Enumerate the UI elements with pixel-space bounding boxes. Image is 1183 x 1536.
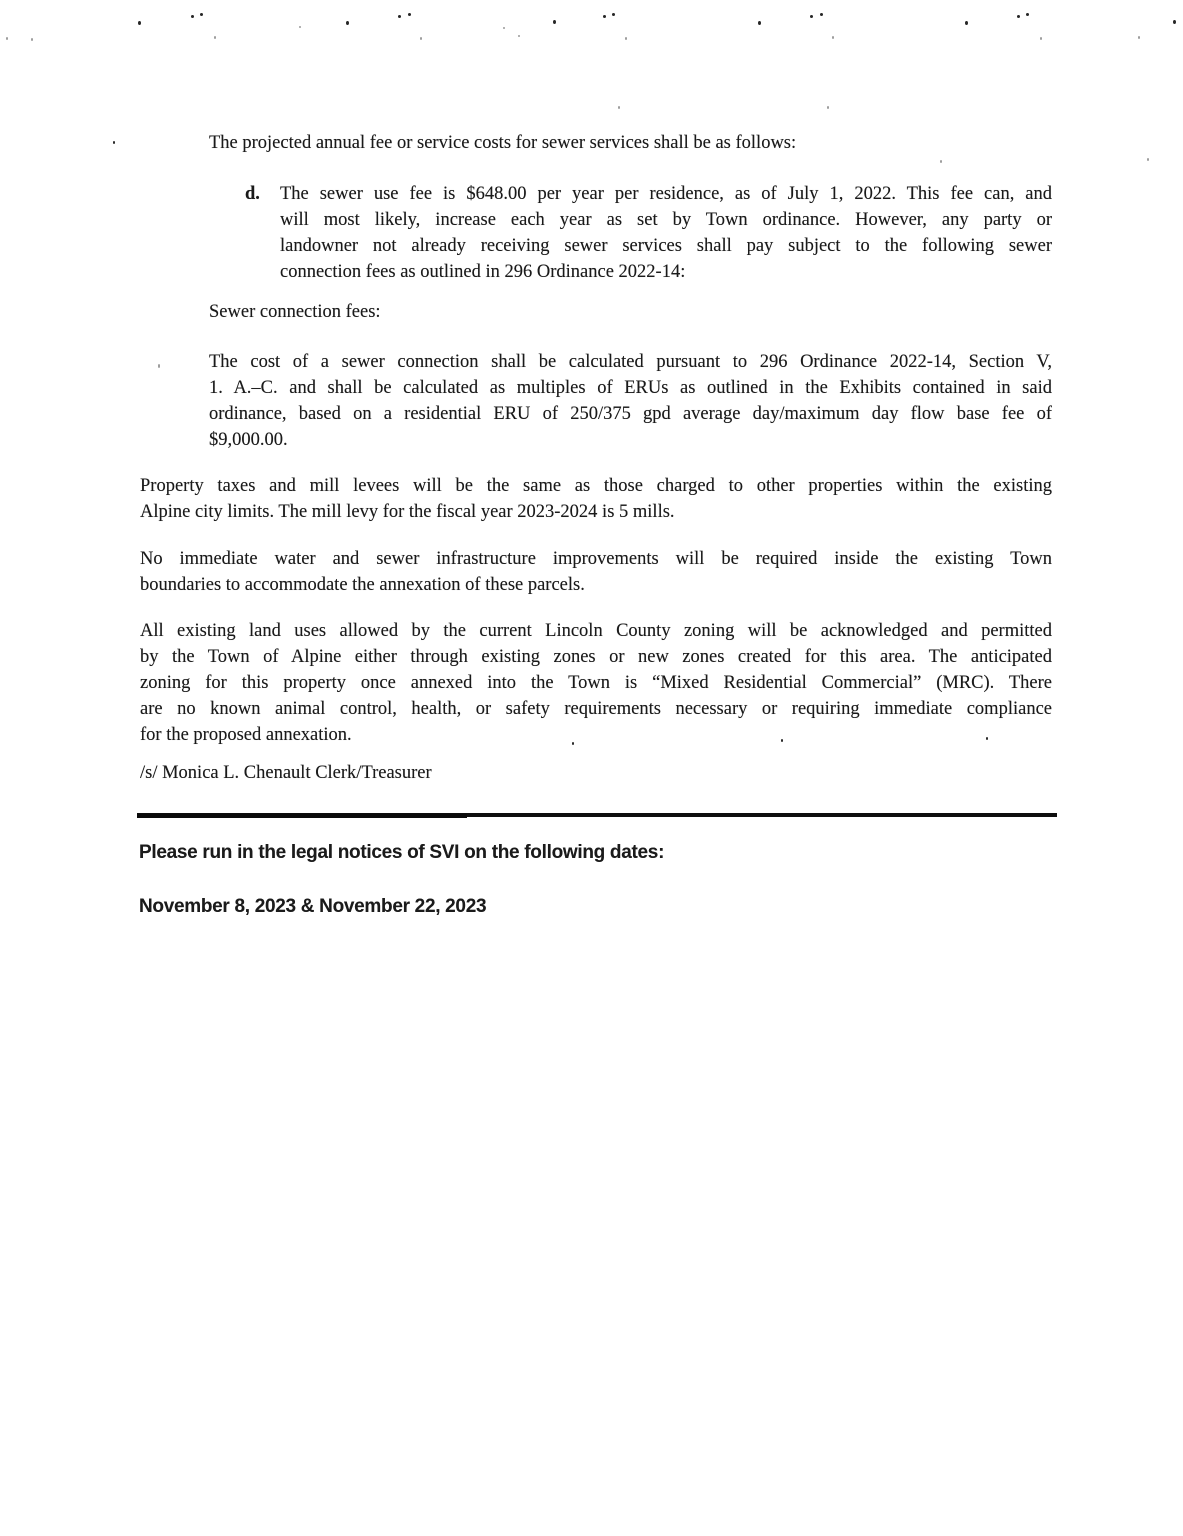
list-item-d-line: connection fees as outlined in 296 Ordinance 2022-14: xyxy=(280,262,686,282)
scan-speckle xyxy=(408,13,411,16)
scan-speckle xyxy=(603,15,606,18)
scan-speckle xyxy=(138,21,141,25)
scan-speckle xyxy=(299,26,301,28)
scan-speckle xyxy=(758,21,761,25)
scan-speckle xyxy=(518,35,520,37)
signature-line: /s/ Monica L. Chenault Clerk/Treasurer xyxy=(140,763,432,783)
run-instruction: Please run in the legal notices of SVI on the following dates: xyxy=(139,842,665,863)
intro-line: The projected annual fee or service costs for sewer services shall be as follows: xyxy=(209,133,797,153)
scan-speckle xyxy=(612,13,615,16)
scan-speckle xyxy=(940,160,942,163)
scan-speckle xyxy=(420,37,422,40)
sewer-cost-paragraph xyxy=(209,349,1052,453)
scan-speckle xyxy=(158,364,160,368)
sewer-cost-line: $9,000.00. xyxy=(209,430,288,450)
improvements-line: boundaries to accommodate the annexation of these parcels. xyxy=(140,575,585,595)
scan-speckle xyxy=(1173,20,1176,24)
land-uses-line: All existing land uses allowed by the current Lincoln County zoning will be acknowledged and permitted xyxy=(140,621,1052,641)
scan-speckle xyxy=(503,27,505,29)
scan-speckle xyxy=(191,15,194,18)
list-item-d xyxy=(245,181,1052,285)
property-taxes-line: Alpine city limits. The mill levy for the fiscal year 2023-2024 is 5 mills. xyxy=(140,502,675,522)
scan-speckle xyxy=(398,15,401,18)
scan-speckle xyxy=(618,106,620,109)
list-item-d-line: The sewer use fee is $648.00 per year per residence, as of July 1, 2022. This fee can, and xyxy=(280,184,1052,204)
list-item-d-marker: d. xyxy=(245,184,260,204)
property-taxes-paragraph xyxy=(140,473,1052,525)
divider-rule-segment xyxy=(137,814,467,818)
improvements-paragraph xyxy=(140,546,1052,598)
scan-speckle xyxy=(820,13,823,16)
scan-speckle xyxy=(553,20,556,24)
sewer-cost-line: ordinance, based on a residential ERU of 250/375 gpd average day/maximum day flow base fee of xyxy=(209,404,1052,424)
scan-speckle xyxy=(965,21,968,25)
list-item-d-text xyxy=(280,181,1052,285)
scan-speckle xyxy=(625,37,627,40)
scan-speckle xyxy=(1017,15,1020,18)
list-item-d-line: landowner not already receiving sewer services shall pay subject to the following sewer xyxy=(280,236,1052,256)
scan-speckle xyxy=(6,37,8,40)
sewer-cost-line: The cost of a sewer connection shall be calculated pursuant to 296 Ordinance 2022-14, Section V, xyxy=(209,352,1052,372)
sewer-cost-line: 1. A.–C. and shall be calculated as multiples of ERUs as outlined in the Exhibits contained in said xyxy=(209,378,1052,398)
land-uses-line: by the Town of Alpine either through existing zones or new zones created for this area. The anticipated xyxy=(140,647,1052,667)
scan-speckle xyxy=(810,15,813,18)
scan-speckle xyxy=(832,36,834,39)
divider-rule xyxy=(137,813,1057,817)
scan-speckle xyxy=(1040,37,1042,40)
scan-speckle xyxy=(1138,36,1140,39)
scan-speckle xyxy=(1147,158,1149,161)
property-taxes-line: Property taxes and mill levees will be the same as those charged to other properties within the existing xyxy=(140,476,1052,496)
scan-speckle xyxy=(1026,13,1029,16)
land-uses-line: zoning for this property once annexed into the Town is “Mixed Residential Commercial” (MRC). There xyxy=(140,673,1052,693)
scan-speckle xyxy=(113,141,115,144)
list-item-d-line: will most likely, increase each year as set by Town ordinance. However, any party or xyxy=(280,210,1052,230)
land-uses-paragraph xyxy=(140,618,1052,748)
land-uses-line: for the proposed annexation. xyxy=(140,725,352,745)
sewer-fees-heading xyxy=(209,299,1052,325)
improvements-line: No immediate water and sewer infrastructure improvements will be required inside the existing Town xyxy=(140,549,1052,569)
scan-speckle xyxy=(346,21,349,25)
scan-speckle xyxy=(31,38,33,41)
intro-paragraph xyxy=(209,130,1052,156)
run-dates: November 8, 2023 & November 22, 2023 xyxy=(139,896,487,917)
scan-speckle xyxy=(827,106,829,109)
scan-speckle xyxy=(200,13,203,16)
sewer-fees-heading-line: Sewer connection fees: xyxy=(209,302,381,322)
signature-block xyxy=(140,760,1052,786)
scan-speckle xyxy=(214,36,216,39)
land-uses-line: are no known animal control, health, or safety requirements necessary or requiring immediate compliance xyxy=(140,699,1052,719)
